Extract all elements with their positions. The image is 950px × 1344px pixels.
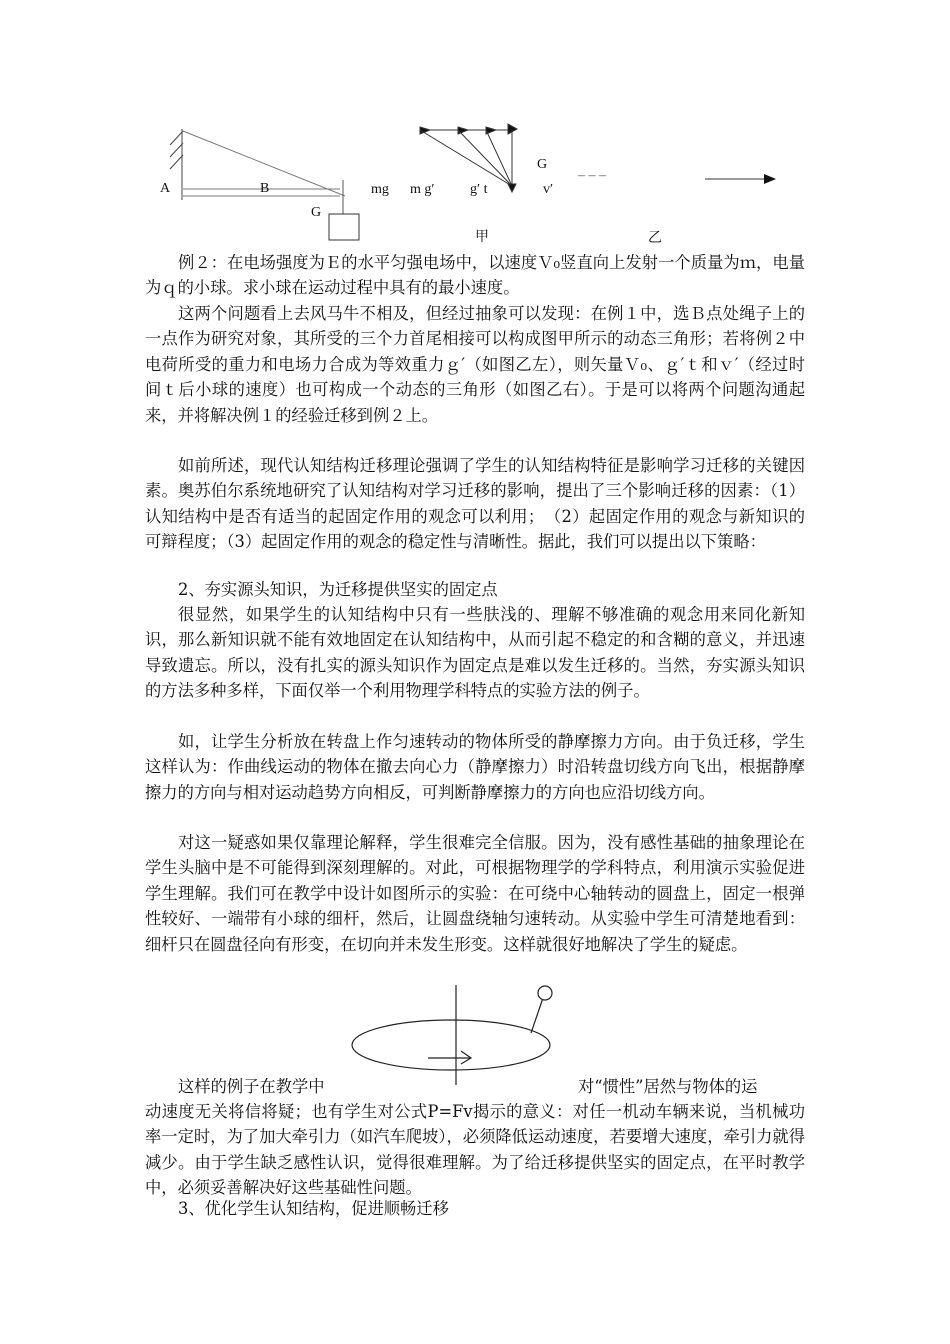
vector-triangle-jia xyxy=(420,124,517,192)
label-gt: g′ t xyxy=(470,182,488,197)
paragraph-inertia-start: 这样的例子在教学中 xyxy=(178,1077,325,1096)
caption-yi: 乙 xyxy=(648,231,662,246)
label-B: B xyxy=(260,181,270,196)
label-mg-prime: m g′ xyxy=(410,182,435,197)
label-mg: mg xyxy=(371,182,389,197)
wall-hatch xyxy=(170,129,183,200)
figure-force-diagrams xyxy=(0,0,950,260)
paragraph-turntable: 如，让学生分析放在转盘上作匀速转动的物体所受的静摩擦力方向。由于负迁移，学生这样认为：作曲线运动的物体在撤去向心力（静摩擦力）时沿转盘切线方向飞出，根据静摩擦力的方向与相对运动趋势方向相反，可判断静摩擦力的方向也应沿切线方向。 xyxy=(145,732,805,802)
arrow-head xyxy=(458,127,468,134)
disc xyxy=(352,1020,550,1070)
label-G: G xyxy=(311,205,322,220)
label-G-yi: G xyxy=(537,157,548,172)
heading-section-2: 2、夯实源头知识，为迁移提供坚实的固定点 xyxy=(178,580,498,599)
heading-section-3: 3、优化学生认知结构，促进顺畅迁移 xyxy=(178,1199,449,1218)
weight-block xyxy=(329,214,359,240)
caption-jia: 甲 xyxy=(475,230,489,245)
arrow-yi-head xyxy=(764,174,776,184)
small-ball xyxy=(538,986,552,1000)
paragraph-inertia-end: 对“惯性”居然与物体的运 xyxy=(578,1077,758,1096)
elastic-rod xyxy=(531,998,543,1033)
rotation-arrow-head xyxy=(461,1051,471,1064)
paragraph-demonstration: 对这一疑惑如果仅靠理论解释，学生很难完全信服。因为，没有感性基础的抽象理论在学生头脑中是不可能得到深刻理解的。对此，可根据物理学的学科特点，利用演示实验促进学生理解。我们可在教学中设计如图所示的实验：在可绕中心轴转动的圆盘上，固定一根弹性较好、一端带有小球的细杆，然后，让圆盘绕轴匀速转动。从实验中学生可清楚地看到：细杆只在圆盘径向有形变，在切向并未发生形变。这样就很好地解决了学生的疑虑。 xyxy=(145,833,805,954)
paragraph-theory: 如前所述，现代认知结构迁移理论强调了学生的认知结构特征是影响学习迁移的关键因素。奥苏伯尔系统地研究了认知结构对学习迁移的影响，提出了三个影响迁移的因素：（1）认知结构中是否有适当的起固定作用的观念可以利用； （2）起固定作用的观念与新知识的可辩程度；（3）起固定作用的观念的稳定性与清晰性。据此，我们可以提出以下策略： xyxy=(145,456,805,552)
paragraph-analysis: 这两个问题看上去风马牛不相及，但经过抽象可以发现：在例１中，选Ｂ点处绳子上的一点作为研究对象，其所受的三个力首尾相接可以构成图甲所示的动态三角形；若将例２中电荷所受的重力和电场力合成为等效重力ｇ′（如图乙左），则矢量Ｖ₀、ｇ′ｔ和ｖ′（经过时间ｔ后小球的速度）也可构成一个动态的三角形（如图乙右）。于是可以将两个问题沟通起来，并将解决例１的经验迁移到例２上。 xyxy=(145,304,805,425)
arrow-head xyxy=(508,184,516,192)
label-v-prime: v′ xyxy=(543,182,554,197)
label-dashes: – – – xyxy=(578,168,606,183)
paragraph-example2: 例２：在电场强度为Ｅ的水平匀强电场中，以速度Ｖ₀竖直向上发射一个质量为ｍ，电量为ｑ的小球。求小球在运动过程中具有的最小速度。 xyxy=(145,253,805,298)
label-A: A xyxy=(160,181,171,196)
paragraph-inertia-rest: 动速度无关将信将疑；也有学生对公式P=Fv揭示的意义：对任一机动车辆来说，当机械功率一定时，为了加大牵引力（如汽车爬坡），必须降低运动速度，若要增大速度，牵引力就得减少。由于学生缺乏感性认识，觉得很难理解。为了给迁移提供坚实的固定点，在平时教学中，必须妥善解决好这些基础性问题。 xyxy=(145,1102,805,1198)
paragraph-source-knowledge: 很显然，如果学生的认知结构中只有一些肤浅的、理解不够准确的观念用来同化新知识，那么新知识就不能有效地固定在认知结构中，从而引起不稳定的和含糊的意义，并迅速导致遗忘。所以，没有扎实的源头知识作为固定点是难以发生迁移的。当然，夯实源头知识的方法多种多样，下面仅举一个利用物理学科特点的实验方法的例子。 xyxy=(145,605,805,701)
